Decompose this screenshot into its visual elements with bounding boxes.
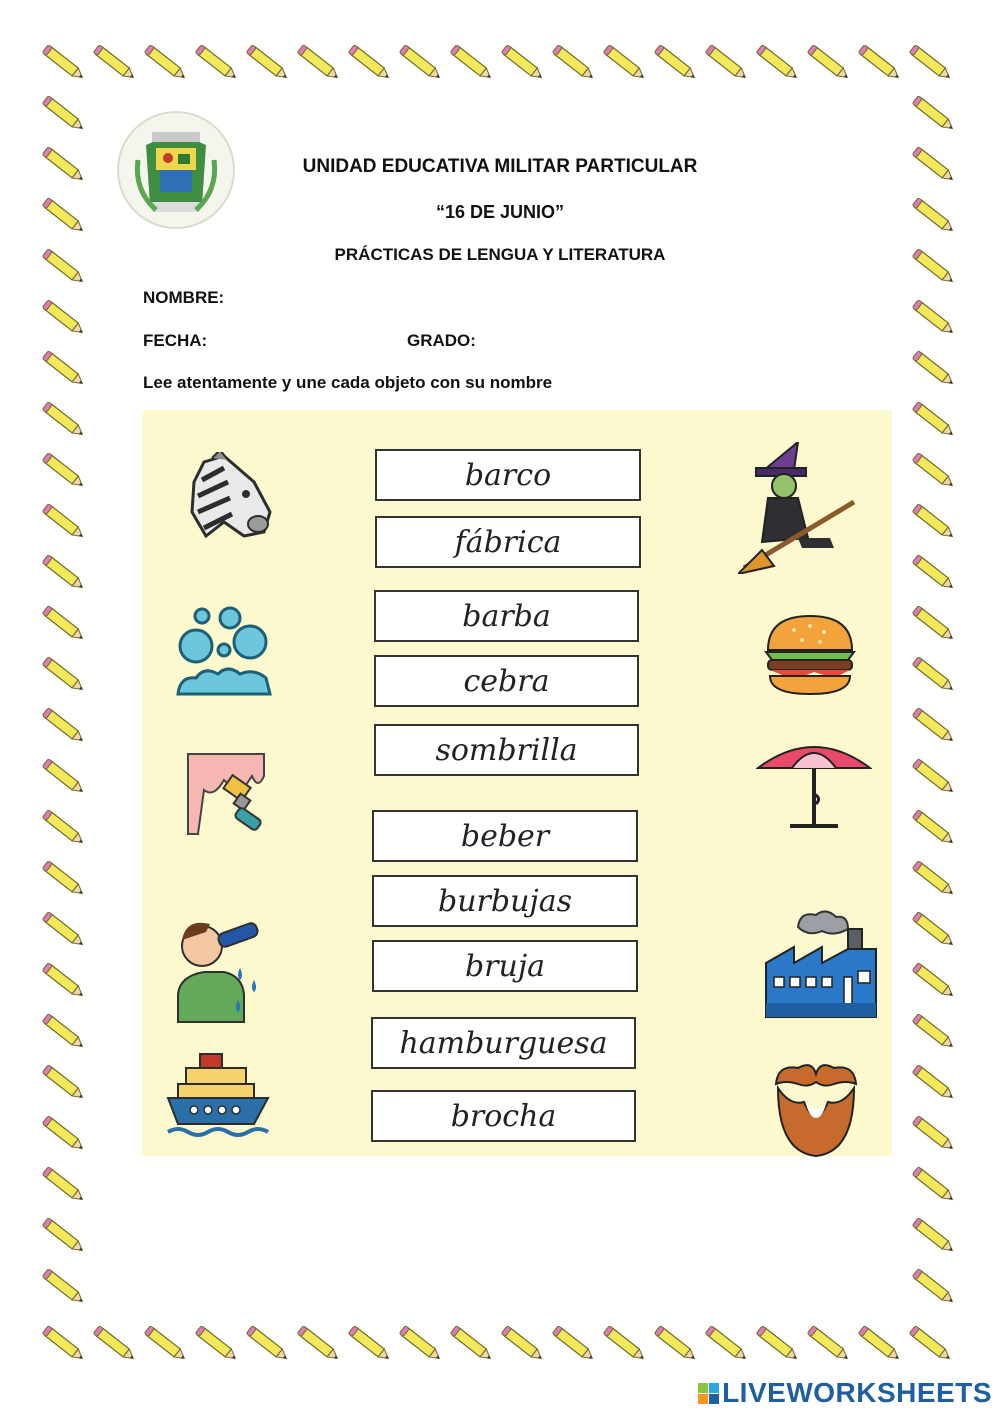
pencil-border-icon bbox=[754, 44, 804, 84]
pencil-border-icon bbox=[499, 44, 549, 84]
pencil-border-icon bbox=[910, 707, 960, 747]
pencil-border-icon bbox=[40, 1325, 90, 1365]
pencil-border-icon bbox=[910, 1268, 960, 1308]
matching-exercise bbox=[142, 410, 892, 1156]
zebra-icon[interactable] bbox=[184, 452, 274, 540]
pencil-border-icon bbox=[910, 656, 960, 696]
pencil-border-icon bbox=[40, 656, 90, 696]
pencil-border-icon bbox=[142, 44, 192, 84]
pencil-border-icon bbox=[40, 1268, 90, 1308]
pencil-border-icon bbox=[910, 554, 960, 594]
pencil-border-icon bbox=[910, 1115, 960, 1155]
pencil-border-icon bbox=[448, 44, 498, 84]
pencil-border-icon bbox=[907, 1325, 957, 1365]
word-box[interactable]: bruja bbox=[372, 940, 638, 992]
pencil-border-icon bbox=[40, 1115, 90, 1155]
pencil-border-icon bbox=[550, 44, 600, 84]
pencil-border-icon bbox=[193, 1325, 243, 1365]
pencil-border-icon bbox=[397, 1325, 447, 1365]
beard-icon[interactable] bbox=[772, 1058, 860, 1158]
pencil-border-icon bbox=[142, 1325, 192, 1365]
pencil-border-icon bbox=[910, 758, 960, 798]
pencil-border-icon bbox=[40, 554, 90, 594]
pencil-border-icon bbox=[346, 44, 396, 84]
pencil-border-icon bbox=[910, 350, 960, 390]
pencil-border-icon bbox=[805, 1325, 855, 1365]
pencil-border-icon bbox=[652, 44, 702, 84]
pencil-border-icon bbox=[910, 1013, 960, 1053]
pencil-border-icon bbox=[856, 1325, 906, 1365]
date-label: FECHA: bbox=[143, 331, 208, 350]
bubbles-icon[interactable] bbox=[174, 598, 274, 698]
grade-label: GRADO: bbox=[407, 331, 476, 350]
pencil-border-icon bbox=[244, 1325, 294, 1365]
pencil-border-icon bbox=[40, 95, 90, 135]
pencil-border-icon bbox=[346, 1325, 396, 1365]
pencil-border-icon bbox=[910, 1064, 960, 1104]
pencil-border-icon bbox=[910, 809, 960, 849]
pencil-border-icon bbox=[40, 962, 90, 1002]
pencil-border-icon bbox=[40, 350, 90, 390]
pencil-border-icon bbox=[40, 1166, 90, 1206]
pencil-border-icon bbox=[40, 44, 90, 84]
liveworksheets-badge-icon bbox=[698, 1383, 719, 1404]
pencil-border-icon bbox=[910, 1217, 960, 1257]
pencil-border-icon bbox=[805, 44, 855, 84]
name-label: NOMBRE: bbox=[143, 288, 225, 307]
word-box[interactable]: fábrica bbox=[375, 516, 641, 568]
pencil-border-icon bbox=[910, 299, 960, 339]
hamburger-icon[interactable] bbox=[764, 614, 856, 696]
pencil-border-icon bbox=[910, 605, 960, 645]
witch-icon[interactable] bbox=[738, 442, 860, 574]
word-box[interactable]: beber bbox=[372, 810, 638, 862]
pencil-border-icon bbox=[40, 1013, 90, 1053]
pencil-border-icon bbox=[397, 44, 447, 84]
pencil-border-icon bbox=[40, 452, 90, 492]
pencil-border-icon bbox=[910, 911, 960, 951]
pencil-border-icon bbox=[40, 860, 90, 900]
school-subtitle: “16 DE JUNIO” bbox=[435, 202, 565, 222]
pencil-border-icon bbox=[703, 44, 753, 84]
pencil-border-icon bbox=[550, 1325, 600, 1365]
word-box[interactable]: brocha bbox=[371, 1090, 636, 1142]
pencil-border-icon bbox=[910, 962, 960, 1002]
pencil-border-icon bbox=[40, 758, 90, 798]
liveworksheets-wordmark: LIVEWORKSHEETS bbox=[722, 1377, 992, 1408]
pencil-border-icon bbox=[295, 1325, 345, 1365]
pencil-border-icon bbox=[40, 503, 90, 543]
pencil-border-icon bbox=[40, 707, 90, 747]
word-box[interactable]: hamburguesa bbox=[371, 1017, 636, 1069]
pencil-border-icon bbox=[40, 809, 90, 849]
pencil-border-icon bbox=[856, 44, 906, 84]
pencil-border-icon bbox=[910, 401, 960, 441]
word-box[interactable]: cebra bbox=[374, 655, 639, 707]
pencil-border-icon bbox=[910, 503, 960, 543]
pencil-border-icon bbox=[907, 44, 957, 84]
pencil-border-icon bbox=[910, 1166, 960, 1206]
pencil-border-icon bbox=[499, 1325, 549, 1365]
pencil-border-icon bbox=[601, 1325, 651, 1365]
pencil-border-icon bbox=[40, 401, 90, 441]
pencil-border-icon bbox=[601, 44, 651, 84]
pencil-border-icon bbox=[448, 1325, 498, 1365]
school-name: UNIDAD EDUCATIVA MILITAR PARTICULAR bbox=[302, 156, 698, 177]
pencil-border-icon bbox=[193, 44, 243, 84]
word-box[interactable]: sombrilla bbox=[374, 724, 639, 776]
word-box[interactable]: barco bbox=[375, 449, 641, 501]
factory-icon[interactable] bbox=[764, 907, 878, 1019]
paint-brush-icon[interactable] bbox=[184, 750, 274, 840]
word-box[interactable]: barba bbox=[374, 590, 639, 642]
pencil-border-icon bbox=[754, 1325, 804, 1365]
pencil-border-icon bbox=[703, 1325, 753, 1365]
pencil-border-icon bbox=[40, 1064, 90, 1104]
liveworksheets-logo bbox=[698, 1377, 992, 1409]
pencil-border-icon bbox=[91, 1325, 141, 1365]
pencil-border-icon bbox=[91, 44, 141, 84]
word-box[interactable]: burbujas bbox=[372, 875, 638, 927]
pencil-border-icon bbox=[910, 860, 960, 900]
ship-icon[interactable] bbox=[164, 1050, 274, 1140]
pencil-border-icon bbox=[244, 44, 294, 84]
subject-title: PRÁCTICAS DE LENGUA Y LITERATURA bbox=[334, 245, 666, 264]
instructions: Lee atentamente y une cada objeto con su nombre bbox=[143, 373, 553, 392]
drinking-man-icon[interactable] bbox=[160, 910, 270, 1025]
pencil-border-icon bbox=[40, 299, 90, 339]
pencil-border-icon bbox=[910, 452, 960, 492]
pencil-border-icon bbox=[40, 605, 90, 645]
beach-umbrella-icon[interactable] bbox=[756, 734, 872, 832]
pencil-border-icon bbox=[652, 1325, 702, 1365]
pencil-border-icon bbox=[910, 95, 960, 135]
pencil-border-icon bbox=[40, 1217, 90, 1257]
pencil-border-icon bbox=[40, 911, 90, 951]
pencil-border-icon bbox=[295, 44, 345, 84]
